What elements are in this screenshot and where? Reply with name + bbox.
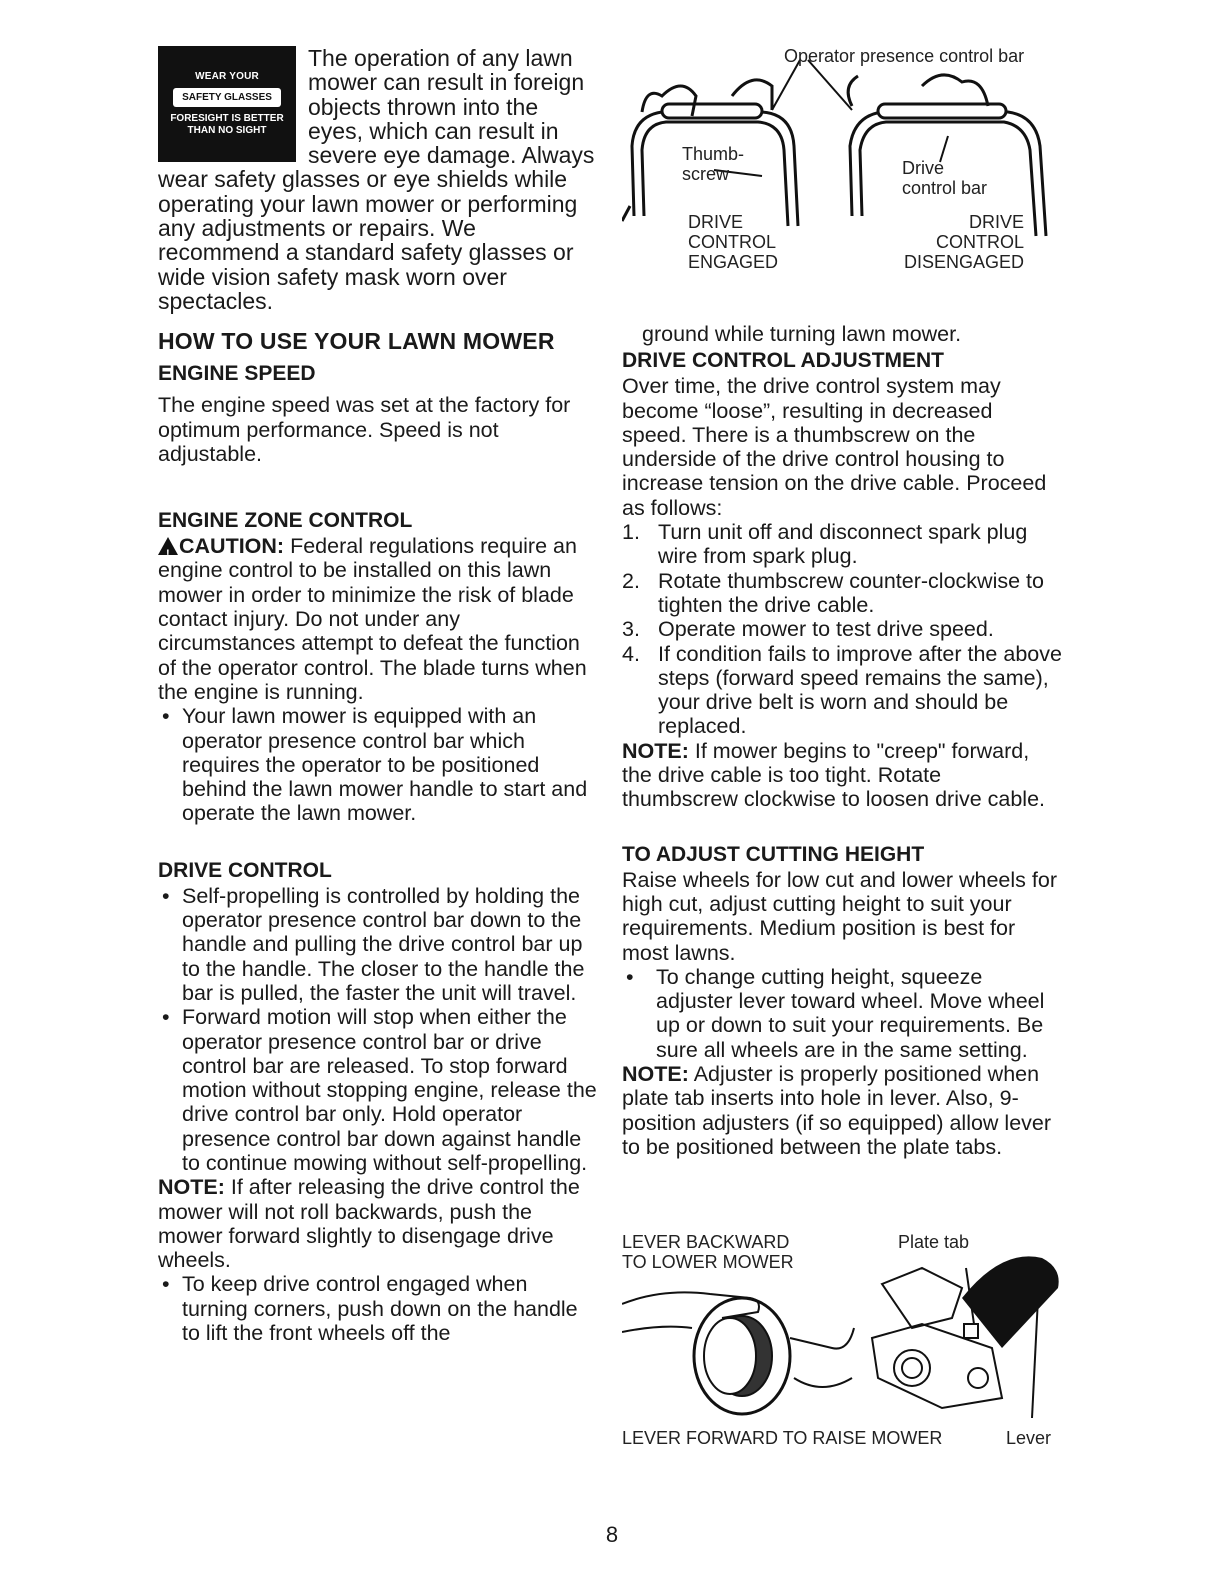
list-item xyxy=(622,520,1062,569)
label-drive-control-bar: Drive control bar xyxy=(902,158,988,198)
note-label: NOTE: xyxy=(622,738,689,763)
list-item: • Your lawn mower is equipped with an operator presence control bar which requires the operator to be positioned behind the lawn mower handle to start and operate the lawn mower. xyxy=(158,704,598,825)
badge-line-3: FORESIGHT IS BETTER THAN NO SIGHT xyxy=(170,113,284,136)
cutting-height-figure xyxy=(622,1228,1062,1458)
note-text: If mower begins to "creep" forward, the drive cable is too tight. Rotate thumbscrew clockwise to loosen drive cable. xyxy=(622,738,1046,812)
list-item: • To change cutting height, squeeze adjuster lever toward wheel. Move wheel up or down to suit your requirements. Be sure all wheels are in the same setting. xyxy=(622,965,1062,1062)
list-item xyxy=(622,642,1062,739)
note-text: If after releasing the drive control the mower will not roll backwards, push the mower forward slightly to disengage drive wheels. xyxy=(158,1175,580,1273)
drive-adjust-note xyxy=(622,739,1062,812)
badge-line-1: WEAR YOUR xyxy=(195,71,259,82)
list-item xyxy=(622,617,1062,641)
main-heading: HOW TO USE YOUR LAWN MOWER xyxy=(158,328,555,355)
caution-icon: ! xyxy=(158,537,178,555)
step-number: 1. xyxy=(622,520,640,545)
step-text: Operate mower to test drive speed. xyxy=(658,617,994,642)
drive-control-heading: DRIVE CONTROL xyxy=(158,858,332,882)
label-plate-tab: Plate tab xyxy=(898,1232,970,1252)
list-item: • To keep drive control engaged when turning corners, push down on the handle to lift the front wheels off the xyxy=(158,1272,598,1345)
cutting-height-heading: TO ADJUST CUTTING HEIGHT xyxy=(622,842,925,866)
intro-paragraph: The operation of any lawn mower can result in foreign objects thrown into the eyes, which can result in severe eye damage. Always wear safety glasses or eye shields while operating your lawn mower or performing any adjustments or repairs. We recommend a standard safety glasses or wide vision safety mask worn over spectacles. xyxy=(158,45,595,314)
note-text: Adjuster is properly positioned when plate tab inserts into hole in lever. Also, 9-position adjusters (if so equipped) allow lever to be positioned between the plate tabs. xyxy=(622,1062,1052,1159)
caution-text: Federal regulations require an engine control to be installed on this lawn mower in order to minimize the risk of blade contact injury. Do not under any circumstances attempt to defeat the function of the operator control. The blade turns when the engine is running. xyxy=(158,534,587,704)
drive-control-list-2 xyxy=(158,1272,598,1345)
label-lever-backward: LEVER BACKWARD TO LOWER MOWER xyxy=(622,1232,794,1272)
step-number: 4. xyxy=(622,641,640,666)
cutting-height-list xyxy=(622,965,1062,1062)
badge-line-2: SAFETY GLASSES xyxy=(173,88,281,107)
list-item xyxy=(622,569,1062,618)
safety-glasses-badge xyxy=(158,46,296,162)
drive-adjust-text: Over time, the drive control system may become “loose”, resulting in decreased speed. There is a thumbscrew on the underside of the drive control housing to increase tension on the drive cable. Proceed as follows: xyxy=(622,374,1047,520)
engine-speed-text: The engine speed was set at the factory for optimum performance. Speed is not adjustable. xyxy=(158,393,571,466)
drive-adjust-steps xyxy=(622,520,1062,739)
drive-control-list xyxy=(158,884,598,1176)
drive-adjust-heading: DRIVE CONTROL ADJUSTMENT xyxy=(622,349,945,373)
step-text: Turn unit off and disconnect spark plug wire from spark plug. xyxy=(658,520,1028,569)
drive-control-note xyxy=(158,1175,598,1272)
step-text: If condition fails to improve after the above steps (forward speed remains the same), your drive belt is worn and should be replaced. xyxy=(658,641,1062,739)
note-label: NOTE: xyxy=(158,1175,225,1200)
engine-zone-heading: ENGINE ZONE CONTROL xyxy=(158,509,413,533)
drive-control-figure xyxy=(622,46,1062,286)
label-drive-engaged: DRIVE CONTROL ENGAGED xyxy=(688,212,779,272)
cutting-height-note xyxy=(622,1062,1062,1159)
caution-label: CAUTION: xyxy=(179,534,285,559)
list-item: • Self-propelling is controlled by holding the operator presence control bar down to the handle and pulling the drive control bar up to the handle. The closer to the handle the bar is pulled, the faster the unit will travel. xyxy=(158,884,598,1005)
label-thumbscrew: Thumb- screw xyxy=(682,144,745,184)
step-number: 3. xyxy=(622,617,640,642)
continuation-text: ground while turning lawn mower. xyxy=(642,322,962,346)
label-lever-forward: LEVER FORWARD TO RAISE MOWER xyxy=(622,1428,943,1448)
list-item: • Forward motion will stop when either the operator presence control bar or drive control bar are released. To stop forward motion without stopping engine, release the drive control bar only. Hold operator presence control bar down against handle to continue mowing without self-propelling. xyxy=(158,1005,598,1175)
engine-speed-heading: ENGINE SPEED xyxy=(158,362,316,386)
caution-paragraph xyxy=(158,534,598,704)
right-column xyxy=(622,322,1062,1159)
step-number: 2. xyxy=(622,568,640,593)
label-operator-presence-bar: Operator presence control bar xyxy=(784,46,1025,66)
step-text: Rotate thumbscrew counter-clockwise to tighten the drive cable. xyxy=(658,568,1044,617)
page-number: 8 xyxy=(605,1522,619,1547)
label-lever: Lever xyxy=(1006,1428,1052,1448)
label-drive-disengaged: DRIVE CONTROL DISENGAGED xyxy=(903,212,1024,272)
cutting-height-text: Raise wheels for low cut and lower wheels for high cut, adjust cutting height to suit your requirements. Medium position is best for most lawns. xyxy=(622,867,1057,965)
engine-zone-list xyxy=(158,704,598,825)
left-column xyxy=(158,46,598,1345)
note-label: NOTE: xyxy=(622,1062,689,1087)
